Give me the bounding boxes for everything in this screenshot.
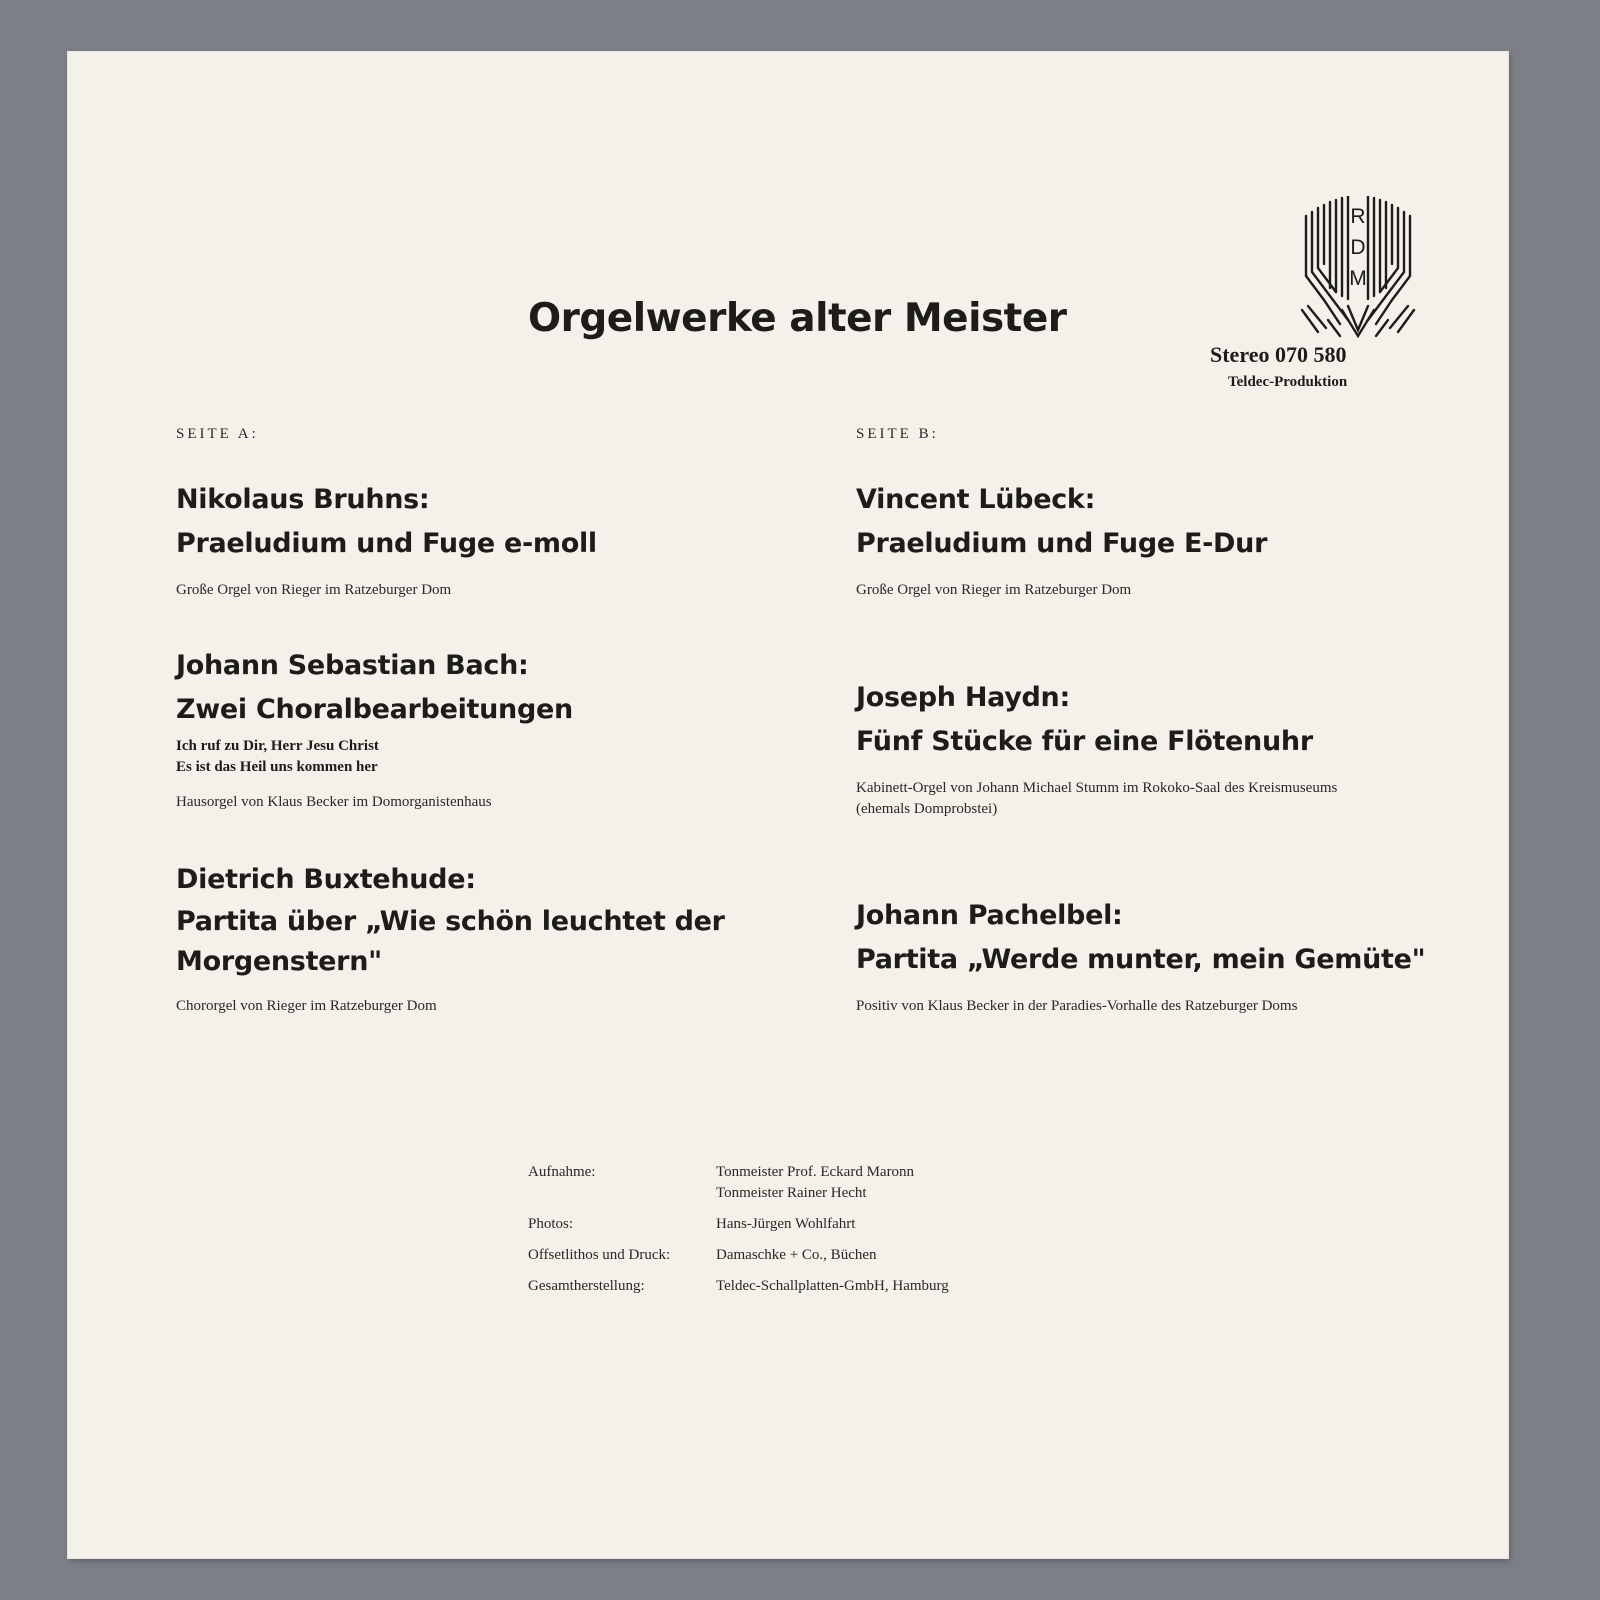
side-b-work-1 [856,478,1267,601]
album-title: Orgelwerke alter Meister [528,296,1067,341]
credit-label: Aufnahme: [528,1164,596,1180]
credit-value-line: Tonmeister Rainer Hecht [716,1185,867,1201]
credit-value [716,1162,914,1204]
credit-row-printing [528,1245,949,1266]
piece-title: Fünf Stücke für eine Flötenuhr [856,726,1313,757]
logo-letter-d: D [1350,236,1366,259]
organ-info: Große Orgel von Rieger im Ratzeburger Dom [856,582,1132,598]
rdm-organ-logo [1268,196,1448,342]
organ-info: Kabinett-Orgel von Johann Michael Stumm im Rokoko-Saal des Kreismuseums (ehemals Domprobstei) [856,780,1338,817]
side-b-work-2 [856,676,1356,820]
piece-title: Partita über „Wie schön leuchtet der Morgenstern" [176,906,725,977]
side-a-label: SEITE A: [176,426,259,442]
credit-value-line: Tonmeister Prof. Eckard Maronn [716,1164,915,1180]
credit-row-recording [528,1162,949,1204]
composer: Johann Pachelbel: [856,900,1123,931]
record-sleeve-back [68,52,1508,1558]
chorale-title: Ich ruf zu Dir, Herr Jesu Christ [176,738,379,754]
credit-label: Gesamtherstellung: [528,1278,645,1294]
side-b-work-3 [856,894,1425,1017]
composer: Vincent Lübeck: [856,484,1096,515]
side-a-work-3 [176,858,756,1017]
composer: Nikolaus Bruhns: [176,484,430,515]
catalog-number: Stereo 070 580 [1210,342,1347,367]
composer: Joseph Haydn: [856,682,1070,713]
credit-row-photos [528,1214,949,1235]
piece-title: Zwei Choralbearbeitungen [176,694,573,725]
credits-block [528,1162,949,1307]
organ-info: Positiv von Klaus Becker in der Paradies-Vorhalle des Ratzeburger Doms [856,998,1298,1014]
credit-value: Hans-Jürgen Wohlfahrt [716,1216,856,1232]
credit-label: Offsetlithos und Druck: [528,1247,671,1263]
side-a-work-2 [176,644,573,813]
logo-letter-r: R [1350,205,1366,228]
piece-title: Praeludium und Fuge E-Dur [856,528,1268,559]
producer-label: Teldec-Produktion [1228,374,1348,390]
credit-value: Damaschke + Co., Büchen [716,1247,877,1263]
composer: Dietrich Buxtehude: [176,864,476,895]
composer: Johann Sebastian Bach: [176,650,529,681]
chorale-title: Es ist das Heil uns kommen her [176,759,378,775]
organ-info: Chororgel von Rieger im Ratzeburger Dom [176,998,437,1014]
logo-letter-m: M [1349,267,1367,290]
piece-title: Praeludium und Fuge e-moll [176,528,597,559]
credit-row-production [528,1276,949,1297]
piece-title: Partita „Werde munter, mein Gemüte" [856,944,1426,975]
organ-info: Große Orgel von Rieger im Ratzeburger Dom [176,582,452,598]
side-a-work-1 [176,478,597,601]
organ-info: Hausorgel von Klaus Becker im Domorganistenhaus [176,794,492,810]
credit-label: Photos: [528,1216,574,1232]
side-b-label: SEITE B: [856,426,939,442]
credit-value: Teldec-Schallplatten-GmbH, Hamburg [716,1278,949,1294]
